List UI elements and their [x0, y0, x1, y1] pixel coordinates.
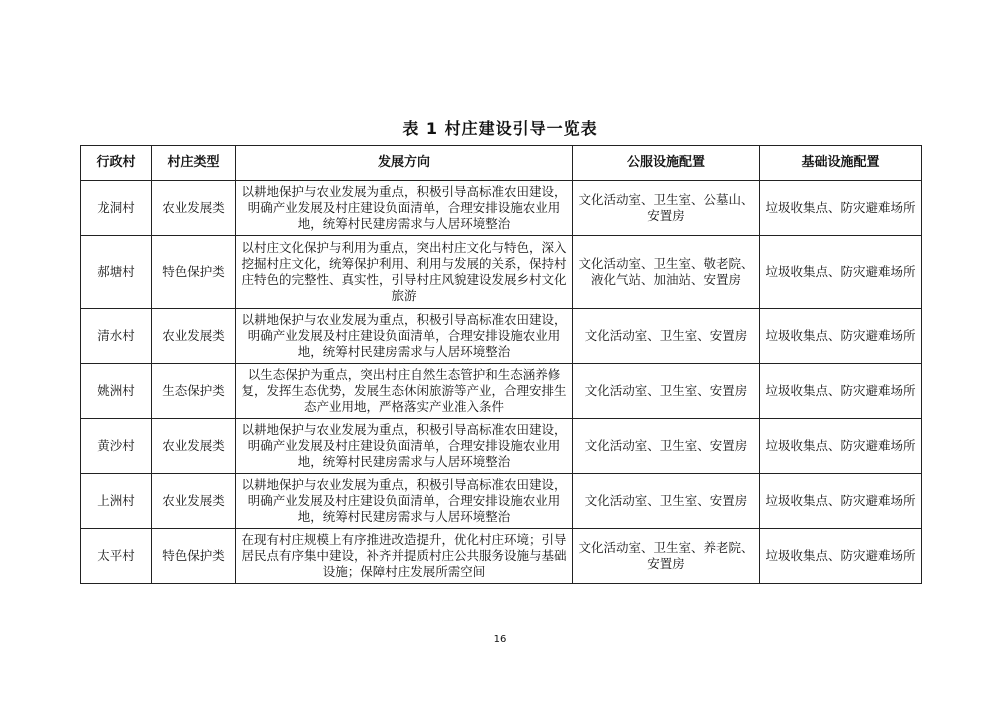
header-type: 村庄类型 — [152, 146, 236, 181]
cell-type: 农业发展类 — [152, 309, 236, 364]
cell-public-facilities: 文化活动室、卫生室、公墓山、安置房 — [573, 181, 760, 236]
cell-infrastructure: 垃圾收集点、防灾避难场所 — [760, 529, 922, 584]
cell-direction: 以村庄文化保护与利用为重点，突出村庄文化与特色，深入挖掘村庄文化，统筹保护利用、利用与发展的关系，保持村庄特色的完整性、真实性，引导村庄风貌建设发展乡村文化旅游 — [236, 236, 573, 309]
cell-infrastructure: 垃圾收集点、防灾避难场所 — [760, 474, 922, 529]
cell-public-facilities: 文化活动室、卫生室、敬老院、液化气站、加油站、安置房 — [573, 236, 760, 309]
header-village: 行政村 — [81, 146, 152, 181]
village-guide-table — [80, 145, 922, 584]
cell-village: 太平村 — [81, 529, 152, 584]
cell-village: 龙洞村 — [81, 181, 152, 236]
cell-infrastructure: 垃圾收集点、防灾避难场所 — [760, 309, 922, 364]
cell-infrastructure: 垃圾收集点、防灾避难场所 — [760, 236, 922, 309]
cell-infrastructure: 垃圾收集点、防灾避难场所 — [760, 419, 922, 474]
cell-type: 生态保护类 — [152, 364, 236, 419]
cell-type: 农业发展类 — [152, 181, 236, 236]
cell-direction: 以耕地保护与农业发展为重点，积极引导高标准农田建设，明确产业发展及村庄建设负面清单，合理安排设施农业用地，统筹村民建房需求与人居环境整治 — [236, 474, 573, 529]
table-row — [81, 364, 922, 419]
table-row — [81, 236, 922, 309]
cell-direction: 以生态保护为重点，突出村庄自然生态管护和生态涵养修复，发挥生态优势，发展生态休闲旅游等产业，合理安排生态产业用地，严格落实产业准入条件 — [236, 364, 573, 419]
cell-public-facilities: 文化活动室、卫生室、安置房 — [573, 309, 760, 364]
cell-type: 农业发展类 — [152, 419, 236, 474]
cell-direction: 在现有村庄规模上有序推进改造提升，优化村庄环境；引导居民点有序集中建设，补齐并提质村庄公共服务设施与基础设施；保障村庄发展所需空间 — [236, 529, 573, 584]
table-row — [81, 309, 922, 364]
table-row — [81, 529, 922, 584]
cell-type: 农业发展类 — [152, 474, 236, 529]
cell-infrastructure: 垃圾收集点、防灾避难场所 — [760, 364, 922, 419]
table-row — [81, 474, 922, 529]
page-number: 16 — [493, 634, 507, 645]
cell-direction: 以耕地保护与农业发展为重点，积极引导高标准农田建设，明确产业发展及村庄建设负面清单，合理安排设施农业用地，统筹村民建房需求与人居环境整治 — [236, 309, 573, 364]
cell-public-facilities: 文化活动室、卫生室、安置房 — [573, 419, 760, 474]
cell-infrastructure: 垃圾收集点、防灾避难场所 — [760, 181, 922, 236]
header-direction: 发展方向 — [236, 146, 573, 181]
table-title: 表 1 村庄建设引导一览表 — [402, 119, 598, 138]
cell-direction: 以耕地保护与农业发展为重点，积极引导高标准农田建设，明确产业发展及村庄建设负面清单，合理安排设施农业用地，统筹村民建房需求与人居环境整治 — [236, 181, 573, 236]
cell-direction: 以耕地保护与农业发展为重点，积极引导高标准农田建设，明确产业发展及村庄建设负面清单，合理安排设施农业用地，统筹村民建房需求与人居环境整治 — [236, 419, 573, 474]
cell-type: 特色保护类 — [152, 236, 236, 309]
cell-village: 姚洲村 — [81, 364, 152, 419]
cell-public-facilities: 文化活动室、卫生室、养老院、安置房 — [573, 529, 760, 584]
cell-village: 黄沙村 — [81, 419, 152, 474]
cell-village: 上洲村 — [81, 474, 152, 529]
header-infrastructure: 基础设施配置 — [760, 146, 922, 181]
cell-village: 清水村 — [81, 309, 152, 364]
cell-village: 郝塘村 — [81, 236, 152, 309]
cell-public-facilities: 文化活动室、卫生室、安置房 — [573, 474, 760, 529]
table-row — [81, 181, 922, 236]
table-row — [81, 419, 922, 474]
table-header-row — [81, 146, 922, 181]
cell-type: 特色保护类 — [152, 529, 236, 584]
header-public-facilities: 公服设施配置 — [573, 146, 760, 181]
cell-public-facilities: 文化活动室、卫生室、安置房 — [573, 364, 760, 419]
